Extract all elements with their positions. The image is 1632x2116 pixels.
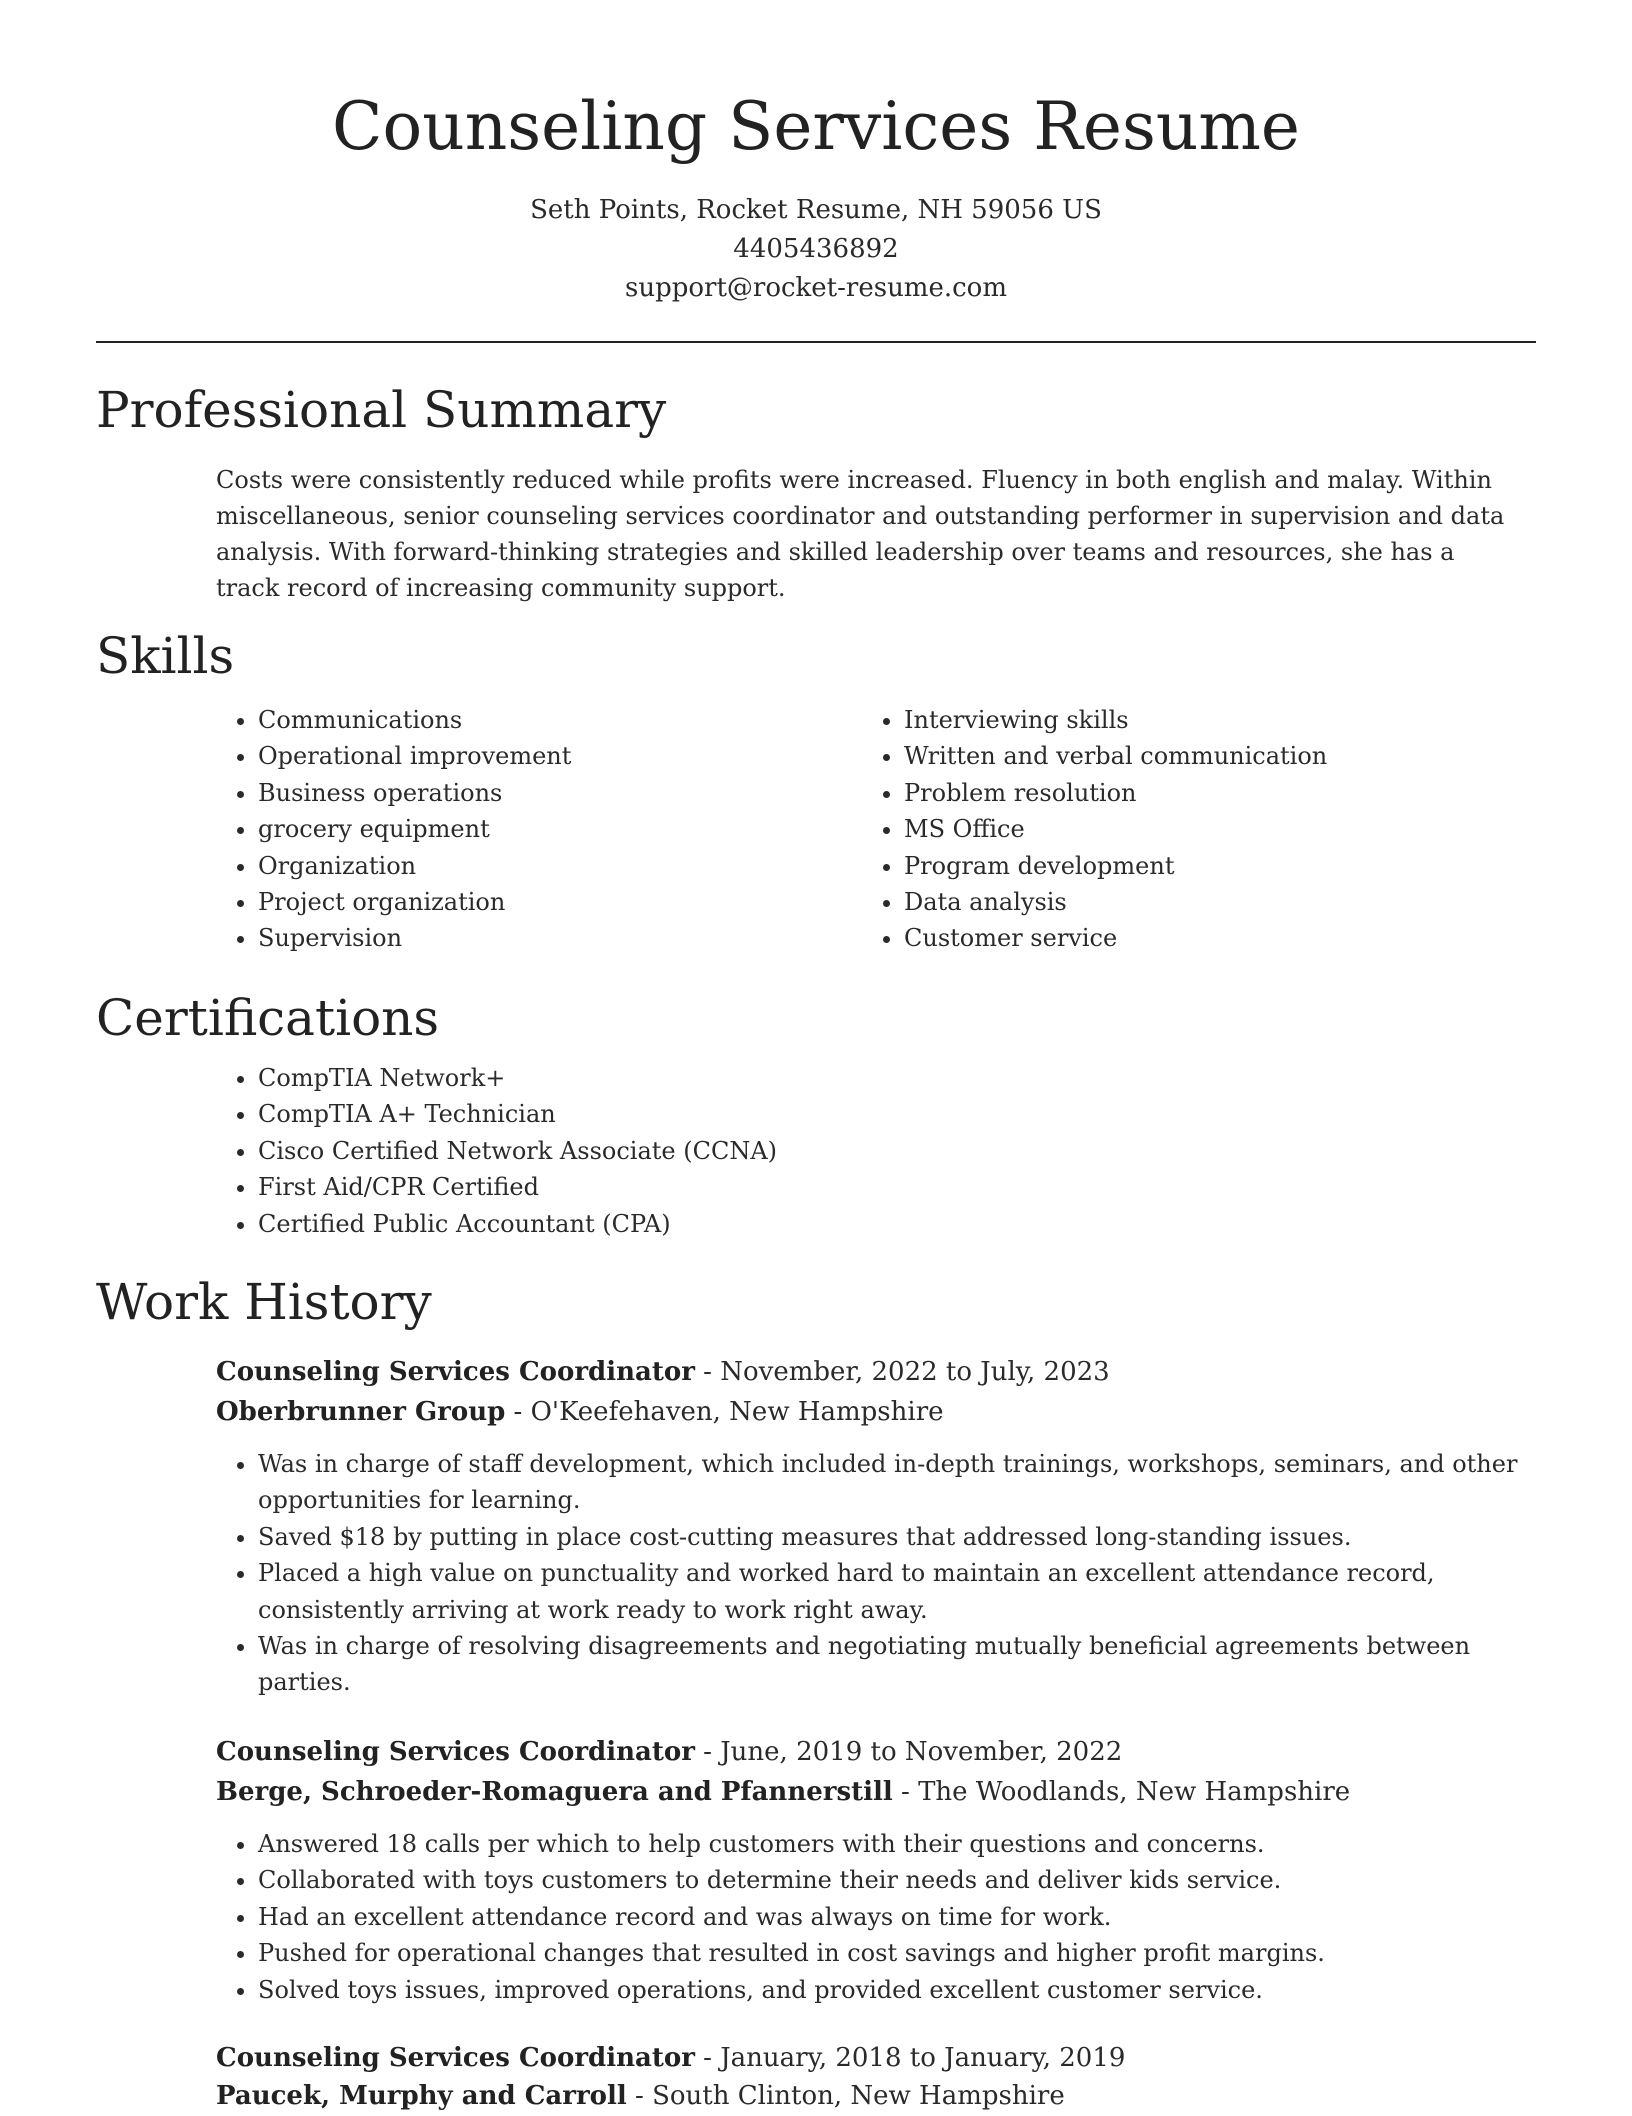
summary-heading: Professional Summary <box>96 381 667 439</box>
job-title-line <box>216 1732 1122 1772</box>
certification-item: • First Aid/CPR Certified <box>258 1169 1558 1205</box>
skill-item: • Interviewing skills <box>904 702 1564 738</box>
separator: - <box>505 1397 531 1427</box>
separator: - <box>694 2043 721 2073</box>
skill-item: • Operational improvement <box>258 738 858 774</box>
job-title-line <box>216 1352 1110 1392</box>
skill-item: • Data analysis <box>904 884 1564 920</box>
work-history-heading: Work History <box>96 1273 432 1331</box>
job-duty-item: • Placed a high value on punctuality and worked hard to maintain an excellent attendance record, consistently arriving at work ready to work right away. <box>258 1555 1558 1628</box>
job-title: Counseling Services Coordinator <box>216 1737 695 1767</box>
separator: - <box>892 1777 919 1807</box>
header-divider <box>96 341 1536 343</box>
certification-item: • CompTIA A+ Technician <box>258 1096 1558 1132</box>
job-company-line <box>216 2076 1065 2116</box>
summary-text: Costs were consistently reduced while profits were increased. Fluency in both english and malay. Within miscellaneous, senior counseling services coordinator and outstanding performer in supervision and data analysis. With forward-thinking strategies and skilled leadership over teams and resources, she has a track record of increasing community support. <box>216 466 1505 602</box>
job-dates: January, 2018 to January, 2019 <box>720 2043 1126 2073</box>
separator: - <box>694 1357 721 1387</box>
contact-phone: 4405436892 <box>733 234 899 264</box>
separator: - <box>626 2081 653 2111</box>
skill-item: • Organization <box>258 848 858 884</box>
job-title: Counseling Services Coordinator <box>216 1357 695 1387</box>
job-company: Paucek, Murphy and Carroll <box>216 2081 627 2111</box>
job-duties-list <box>214 1446 1558 1701</box>
job-title-line <box>216 2038 1125 2078</box>
skill-item: • Communications <box>258 702 858 738</box>
job-dates: November, 2022 to July, 2023 <box>720 1357 1110 1387</box>
job-company: Berge, Schroeder-Romaguera and Pfannerstill <box>216 1777 893 1807</box>
job-company: Oberbrunner Group <box>216 1397 506 1427</box>
job-location: South Clinton, New Hampshire <box>652 2081 1065 2111</box>
job-duties-list <box>214 1826 1558 2008</box>
skill-item: • Program development <box>904 848 1564 884</box>
skill-item: • Project organization <box>258 884 858 920</box>
job-duty-item: • Solved toys issues, improved operations, and provided excellent customer service. <box>258 1972 1558 2008</box>
certification-item: • CompTIA Network+ <box>258 1060 1558 1096</box>
contact-email: support@rocket-resume.com <box>624 273 1007 303</box>
job-duty-item: • Pushed for operational changes that resulted in cost savings and higher profit margins. <box>258 1935 1558 1971</box>
skill-item: • Business operations <box>258 775 858 811</box>
skills-heading: Skills <box>96 627 235 685</box>
job-duty-item: • Was in charge of resolving disagreements and negotiating mutually beneficial agreements between parties. <box>258 1628 1558 1701</box>
skills-list-left <box>214 702 858 957</box>
job-location: The Woodlands, New Hampshire <box>918 1777 1351 1807</box>
job-company-line <box>216 1392 944 1432</box>
skills-list-right <box>860 702 1564 957</box>
skill-item: • Written and verbal communication <box>904 738 1564 774</box>
certifications-list <box>214 1060 1558 1242</box>
certifications-heading: Certifications <box>96 989 440 1047</box>
job-company-line <box>216 1772 1350 1812</box>
job-dates: June, 2019 to November, 2022 <box>720 1737 1123 1767</box>
job-duty-item: • Was in charge of staff development, which included in-depth trainings, workshops, seminars, and other opportunities for learning. <box>258 1446 1558 1519</box>
separator: - <box>694 1737 721 1767</box>
contact-address: Seth Points, Rocket Resume, NH 59056 US <box>530 195 1102 225</box>
contact-block <box>0 191 1632 308</box>
page-title: Counseling Services Resume <box>332 88 1300 165</box>
job-duty-item: • Collaborated with toys customers to determine their needs and deliver kids service. <box>258 1862 1558 1898</box>
skill-item: • Customer service <box>904 920 1564 956</box>
job-duty-item: • Saved $18 by putting in place cost-cutting measures that addressed long-standing issues. <box>258 1519 1558 1555</box>
job-location: O'Keefehaven, New Hampshire <box>530 1397 944 1427</box>
skill-item: • Supervision <box>258 920 858 956</box>
job-duty-item: • Had an excellent attendance record and was always on time for work. <box>258 1899 1558 1935</box>
skill-item: • MS Office <box>904 811 1564 847</box>
skill-item: • Problem resolution <box>904 775 1564 811</box>
certification-item: • Cisco Certified Network Associate (CCNA) <box>258 1133 1558 1169</box>
job-title: Counseling Services Coordinator <box>216 2043 695 2073</box>
skill-item: • grocery equipment <box>258 811 858 847</box>
job-duty-item: • Answered 18 calls per which to help customers with their questions and concerns. <box>258 1826 1558 1862</box>
certification-item: • Certified Public Accountant (CPA) <box>258 1206 1558 1242</box>
